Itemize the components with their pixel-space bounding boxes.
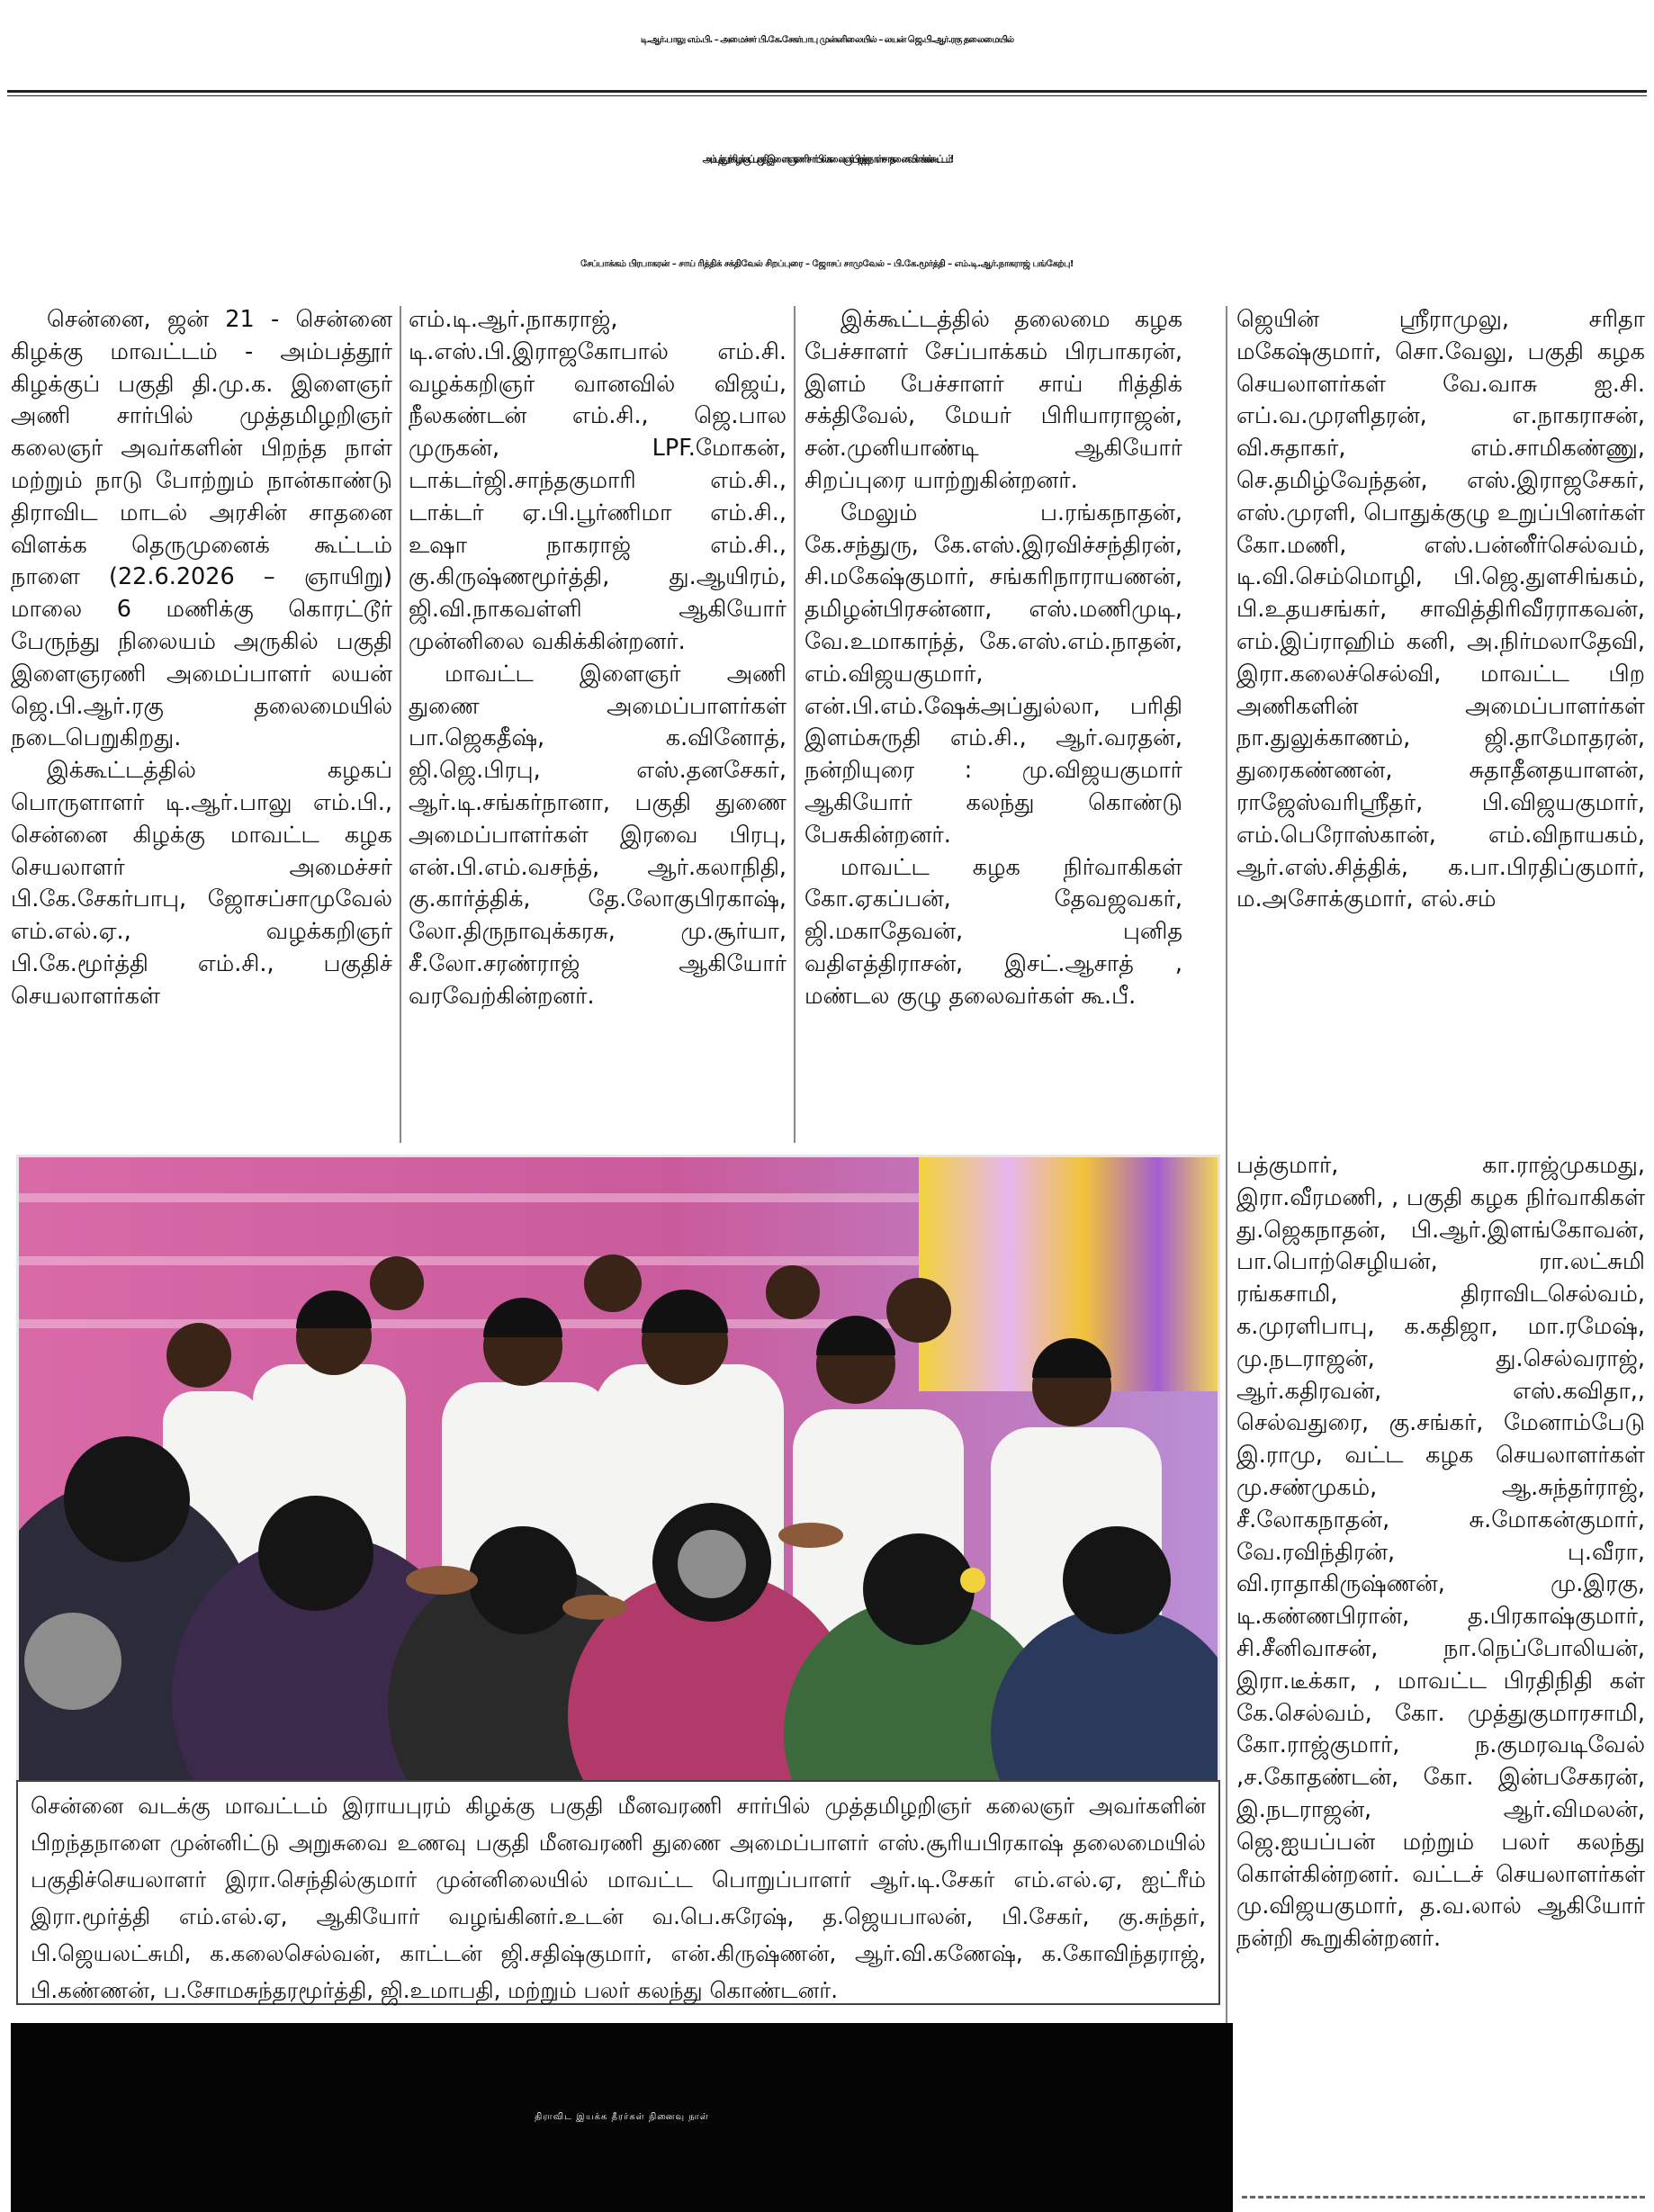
sub-headline: சேப்பாக்கம் பிரபாகரன் – சாய் ரித்திக் சக்திவேல் சிறப்புரை – ஜோசப் சாமுவேல் – பி.கே.மூர்த்தி – எம்.டி.ஆர்.நாகராஜ் பங்கேற்பு! xyxy=(580,259,1074,269)
article-paragraph: சென்னை, ஜன் 21 - சென்னை கிழக்கு மாவட்டம் - அம்பத்தூர் கிழக்குப் பகுதி தி.மு.க. இளைஞர் அணி சார்பில் முத்தமிழறிஞர் கலைஞர் அவர்களின் பிறந்த நாள் மற்றும் நாடு போற்றும் நான்காண்டு திராவிட மாடல் அரசின் சாதனை விளக்க தெருமுனைக் கூட்டம் நாளை (22.6.2026 – ஞாயிறு) மாலை 6 மணிக்கு கொரட்டூர் பேருந்து நிலையம் அருகில் பகுதி இளைஞரணி அமைப்பாளர் லயன் ஜெ.பி.ஆர்.ரகு தலைமையில் நடைபெறுகிறது. xyxy=(11,306,392,752)
article-column-3 xyxy=(805,304,1182,1148)
article-paragraph: இக்கூட்டத்தில் கழகப் பொருளாளர் டி.ஆர்.பாலு எம்.பி., சென்னை கிழக்கு மாவட்ட கழக செயலாளர் அமைச்சர் பி.கே.சேகர்பாபு, ஜோசப்சாமுவேல் எம்.எல்.ஏ., வழக்கறிஞர் பி.கே.மூர்த்தி எம்.சி., பகுதிச் செயலாளர்கள் xyxy=(11,757,392,1010)
column-divider xyxy=(794,306,796,1143)
article-paragraph: மேலும் ப.ரங்கநாதன், கே.சந்துரு, கே.எஸ்.இரவிச்சந்திரன், சி.மகேஷ்குமார், சங்கரிநாராயணன், தமிழன்பிரசன்னா, எஸ்.மணிமுடி, வே.உமாகாந்த், கே.எஸ்.எம்.நாதன், எம்.விஜயகுமார், என்.பி.எம்.ஷேக்அப்துல்லா, பரிதி இளம்சுருதி எம்.சி., ஆர்.வரதன், நன்றியுரை : மு.விஜயகுமார் ஆகியோர் கலந்து கொண்டு பேசுகின்றனர். xyxy=(805,499,1182,849)
article-paragraph: மாவட்ட கழக நிர்வாகிகள் கோ.ஏகப்பன், தேவஜவகர், ஜி.மகாதேவன், புனித வதிஎத்திராசன், இசட்.ஆசாத் , மண்டல குழு தலைவர்கள் கூ.பீ. xyxy=(805,853,1182,1010)
photo-caption: சென்னை வடக்கு மாவட்டம் இராயபுரம் கிழக்கு பகுதி மீனவரணி சார்பில் முத்தமிழறிஞர் கலைஞர் அவர்களின் பிறந்தநாளை முன்னிட்டு அறுசுவை உணவு பகுதி மீனவரணி துணை அமைப்பாளர் எஸ்.சூரியபிரகாஷ் தலைமையில் பகுதிச்செயலாளர் இரா.செந்தில்குமார் முன்னிலையில் மாவட்ட பொறுப்பாளர் ஆர்.டி.சேகர் எம்.எல்.ஏ, ஐட்ரீம் இரா.மூர்த்தி எம்.எல்.ஏ, ஆகியோர் வழங்கினர்.உடன் வ.பெ.சுரேஷ், த.ஜெயபாலன், பி.சேகர், கு.சுந்தர், பி.ஜெயலட்சுமி, க.கலைசெல்வன், காட்டன் ஜி.சதிஷ்குமார், என்.கிருஷ்ணன், ஆர்.வி.கணேஷ், க.கோவிந்தராஜ், பி.கண்ணன், ப.சோமசுந்தரமூர்த்தி, ஜி.உமாபதி, மற்றும் பலர் கலந்து கொண்டனர். xyxy=(16,1780,1220,2005)
article-column-5 xyxy=(1236,1150,1645,2185)
article-paragraph: இக்கூட்டத்தில் தலைமை கழக பேச்சாளர் சேப்பாக்கம் பிரபாகரன், இளம் பேச்சாளர் சாய் ரித்திக் சக்திவேல், மேயர் பிரியாராஜன், சன்.முனியாண்டி ஆகியோர் சிறப்புரை யாற்றுகின்றனர். xyxy=(805,306,1182,494)
headline-divider xyxy=(7,90,1647,93)
kicker-headline: டி.ஆர்.பாலு எம்.பி. – அமைச்சர் பி.கே.சேகர்பாபு முன்னிலையில் – லயன் ஜெ.பி.ஆர்.ரகு தலைமையில் xyxy=(640,35,1014,45)
article-paragraph: மாவட்ட இளைஞர் அணி துணை அமைப்பாளர்கள் பா.ஜெகதீஷ், க.வினோத், ஜி.ஜெ.பிரபு, எஸ்.தனசேகர், ஆர்.டி.சங்கர்நானா, பகுதி துணை அமைப்பாளர்கள் இரவை பிரபு, என்.பி.எம்.வசந்த், ஆர்.கலாநிதி, கு.கார்த்திக், தே.லோகுபிரகாஷ், லோ.திருநாவுக்கரசு, மு.சூர்யா, சீ.லோ.சரண்ராஜ் ஆகியோர் வரவேற்கின்றனர். xyxy=(409,660,787,1010)
article-paragraph: ஜெயின் ஸ்ரீராமுலு, சரிதா மகேஷ்குமார், சொ.வேலு, பகுதி கழக செயலாளர்கள் வே.வாசு ஐ.சி. எப்.வ.முரளிதரன், எ.நாகராசன், வி.சுதாகர், எம்.சாமிகண்ணு, செ.தமிழ்வேந்தன், எஸ்.இராஜசேகர், எஸ்.முரளி, பொதுக்குழு உறுப்பினர்கள் கோ.மணி, எஸ்.பன்னீர்செல்வம், டி.வி.செம்மொழி, பி.ஜெ.துளசிங்கம், பி.உதயசங்கர், சாவித்திரிவீரராகவன், எம்.இப்ராஹிம் கனி, அ.நிர்மலாதேவி, இரா.கலைச்செல்வி, மாவட்ட பிற அணிகளின் அமைப்பாளர்கள் நா.துலுக்காணம், ஜி.தாமோதரன், துரைகண்ணன், சுதாதீனதயாளன், ராஜேஸ்வரிஸ்ரீதர், பி.விஜயகுமார், எம்.பெரோஸ்கான், எம்.விநாயகம், ஆர்.எஸ்.சித்திக், க.பா.பிரதிப்குமார், ம.அசோக்குமார், எல்.சம் xyxy=(1236,306,1645,913)
headline-divider-thin xyxy=(7,95,1647,96)
column-divider xyxy=(1226,306,1227,2196)
article-column-1 xyxy=(11,304,392,1148)
memorial-day-banner: திராவிட இயக்க தீரர்கள் நினைவு நாள் xyxy=(11,2023,1233,2212)
event-photo xyxy=(16,1155,1220,1783)
column-divider xyxy=(400,306,401,1143)
article-column-2 xyxy=(409,304,787,1148)
article-column-4 xyxy=(1236,304,1645,1143)
main-headline: அம்பத்தூர் கிழக்குப் பகுதி இளைஞரணி சார்பில் கலைஞர் பிறந்த நாள்- சாதனை விளக்கக் கூட்டம்! xyxy=(702,154,952,166)
article-paragraph: எம்.டி.ஆர்.நாகராஜ், டி.எஸ்.பி.இராஜகோபால் எம்.சி. வழக்கறிஞர் வானவில் விஜய், நீலகண்டன் எம்.சி., ஜெ.பால முருகன், LPF.மோகன், டாக்டர்ஜி.சாந்தகுமாரி எம்.சி., டாக்டர் ஏ.பி.பூர்ணிமா எம்.சி., உஷா நாகராஜ் எம்.சி., கு.கிருஷ்ணமூர்த்தி, து.ஆயிரம், ஜி.வி.நாகவள்ளி ஆகியோர் முன்னிலை வகிக்கின்றனர். xyxy=(409,306,787,655)
column-end-divider xyxy=(1242,2196,1645,2199)
article-paragraph: பத்குமார், கா.ராஜ்முகமது, இரா.வீரமணி, , பகுதி கழக நிர்வாகிகள் து.ஜெகநாதன், பி.ஆர்.இளங்கோவன், பா.பொற்செழியன், ரா.லட்சுமி ரங்கசாமி, திராவிடசெல்வம், க.முரளிபாபு, க.கதிஜா, மா.ரமேஷ், மு.நடராஜன், து.செல்வராஜ், ஆர்.கதிரவன், எஸ்.கவிதா,, செல்வதுரை, கு.சங்கர், மேனாம்பேடு இ.ராமு, வட்ட கழக செயலாளர்கள் மு.சண்முகம், ஆ.சுந்தர்ராஜ், சீ.லோகநாதன், சு.மோகன்குமார், வே.ரவிந்திரன், பு.வீரா, வி.ராதாகிருஷ்ணன், மு.இரகு, டி.கண்ணபிரான், த.பிரகாஷ்குமார், சி.சீனிவாசன், நா.நெப்போலியன், இரா.டீக்கா, , மாவட்ட பிரதிநிதி கள் கே.செல்வம், கோ. முத்துகுமாரசாமி, கோ.ராஜ்குமார், ந.குமரவடிவேல் ,ச.கோதண்டன், கோ. இன்பசேகரன், இ.நடராஜன், ஆர்.விமலன், ஜெ.ஐயப்பன் மற்றும் பலர் கலந்து கொள்கின்றனர். வட்டச் செயலாளர்கள் மு.விஜயகுமார், த.வ.லால் ஆகியோர் நன்றி கூறுகின்றனர். xyxy=(1236,1152,1645,1953)
